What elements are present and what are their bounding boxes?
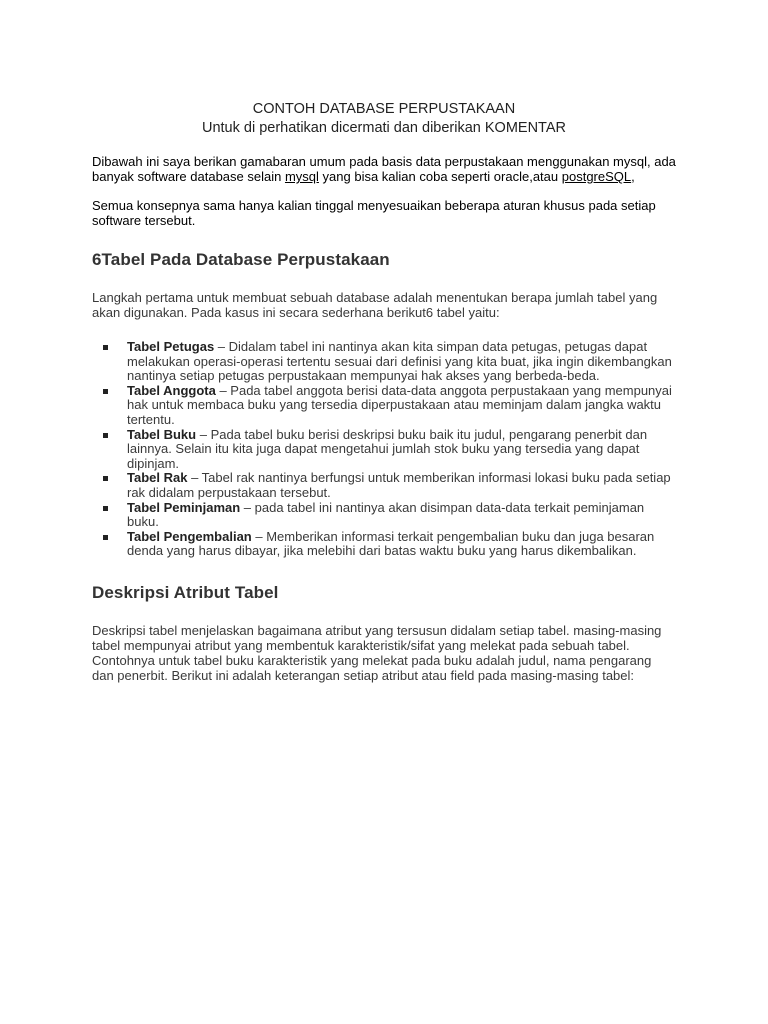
postgresql-link[interactable]: postgreSQL xyxy=(561,169,632,184)
list-item-name: Tabel Petugas xyxy=(127,339,215,354)
square-bullet-icon xyxy=(103,535,108,540)
section-heading-attributes: Deskripsi Atribut Tabel xyxy=(92,582,279,602)
list-item xyxy=(127,428,676,472)
list-item-name: Tabel Buku xyxy=(127,426,197,442)
intro-text-a: Dibawah ini saya berikan gamabaran umum pada basis data perpustakaan menggunakan mysql, ada banyak software database selain xyxy=(92,154,676,184)
list-item-desc: – Pada tabel buku berisi deskripsi buku baik itu judul, pengarang penerbit dan lainnya. Selain itu kita juga dapat mengetahui jumlah stok buku yang tersedia yang dapat dipinjam. xyxy=(127,426,648,471)
intro-paragraph-1 xyxy=(92,154,676,184)
section-paragraph-tables: Langkah pertama untuk membuat sebuah database adalah menentukan berapa jumlah tabel yang akan digunakan. Pada kasus ini secara sederhana berikut6 tabel yaitu: xyxy=(92,290,658,320)
intro-text-c: , xyxy=(631,169,635,184)
list-item-desc: – Memberikan informasi terkait pengembalian buku dan juga besaran denda yang harus dibayar, jika melebihi dari batas waktu buku yang harus dikembalikan. xyxy=(127,528,655,559)
intro-text-b: yang bisa kalian coba seperti oracle,atau xyxy=(318,169,562,184)
table-list xyxy=(92,340,676,559)
list-item-desc: – Didalam tabel ini nantinya akan kita simpan data petugas, petugas dapat melakukan operasi-operasi tertentu sesuai dari definisi yang kita buat, jika ingin dikembangkan nantinya setiap petugas perpustakaan mempunyai hak akses yang berbeda-beda. xyxy=(127,339,672,384)
list-item xyxy=(127,384,676,428)
list-item xyxy=(127,530,676,559)
square-bullet-icon xyxy=(103,345,108,350)
mysql-link[interactable]: mysql xyxy=(284,169,319,184)
section-paragraph-attributes: Deskripsi tabel menjelaskan bagaimana atribut yang tersusun didalam setiap tabel. masing-masing tabel mempunyai atribut yang membentuk karakteristik/sifat yang melekat pada sebuah tabel. Contohnya untuk tabel buku karakteristik yang melekat pada buku adalah judul, nama pengarang dan penerbit. Berikut ini adalah keterangan setiap atribut atau field pada masing-masing tabel: xyxy=(92,622,662,683)
list-item-name: Tabel Pengembalian xyxy=(127,528,252,544)
list-item xyxy=(127,340,676,384)
section-heading-tables: 6Tabel Pada Database Perpustakaan xyxy=(92,250,390,269)
list-item-name: Tabel Rak xyxy=(127,470,188,486)
title-line-1: CONTOH DATABASE PERPUSTAKAAN xyxy=(252,101,516,117)
document-title xyxy=(92,100,676,138)
square-bullet-icon xyxy=(103,476,108,481)
list-item xyxy=(127,471,676,500)
square-bullet-icon xyxy=(103,433,108,438)
list-item-desc: – Pada tabel anggota berisi data-data anggota perpustakaan yang mempunyai hak untuk membaca buku yang tersedia diperpustakaan atau meminjam dalam jangka waktu tertentu. xyxy=(127,382,672,427)
square-bullet-icon xyxy=(103,506,108,511)
list-item-desc: – Tabel rak nantinya berfungsi untuk memberikan informasi lokasi buku pada setiap rak didalam perpustakaan tersebut. xyxy=(127,470,671,500)
list-item xyxy=(127,501,676,530)
list-item-name: Tabel Anggota xyxy=(127,382,216,398)
list-item-name: Tabel Peminjaman xyxy=(127,499,241,515)
intro-paragraph-2: Semua konsepnya sama hanya kalian tinggal menyesuaikan beberapa aturan khusus pada setiap software tersebut. xyxy=(92,198,656,228)
title-line-2: Untuk di perhatikan dicermati dan diberikan KOMENTAR xyxy=(201,120,566,136)
list-item-desc: – pada tabel ini nantinya akan disimpan data-data terkait peminjaman buku. xyxy=(127,499,645,530)
square-bullet-icon xyxy=(103,389,108,394)
